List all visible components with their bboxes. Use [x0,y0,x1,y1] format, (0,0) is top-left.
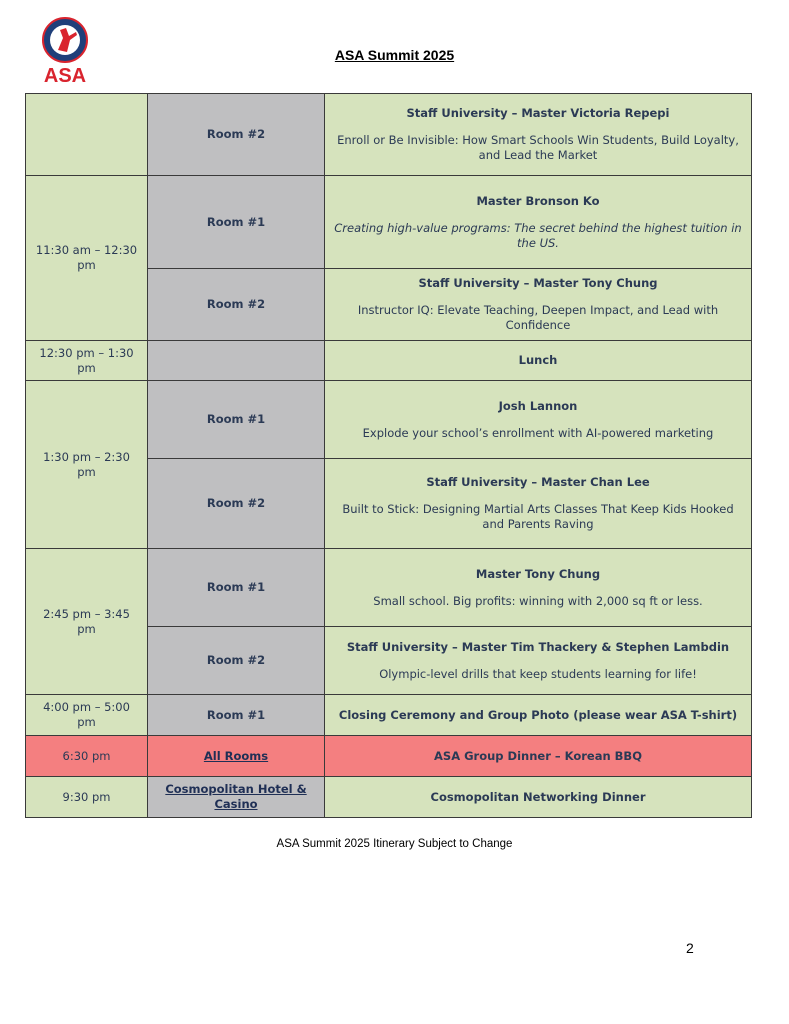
time-cell: 9:30 pm [26,777,148,818]
session-desc: Enroll or Be Invisible: How Smart Schools Win Students, Build Loyalty, and Lead the Market [337,133,739,162]
table-row [26,94,752,176]
session-title: Staff University – Master Chan Lee [426,475,650,489]
session-cell [325,459,752,549]
table-row [26,777,752,818]
time-cell: 2:45 pm – 3:45 pm [26,549,148,695]
session-title: ASA Group Dinner – Korean BBQ [434,748,642,763]
room-cell-empty [148,341,325,381]
session-title: Closing Ceremony and Group Photo (please wear ASA T-shirt) [338,707,738,722]
session-cell [325,94,752,176]
time-cell-empty [26,94,148,176]
table-row [26,381,752,459]
table-row [26,695,752,736]
page-title: ASA Summit 2025 [334,47,455,63]
session-cell [325,381,752,459]
time-cell: 4:00 pm – 5:00 pm [26,695,148,736]
session-cell [325,341,752,381]
venue-link[interactable]: Cosmopolitan Hotel & Casino [165,782,307,811]
room-cell: Room #2 [148,94,325,176]
session-title: Staff University – Master Tim Thackery & Stephen Lambdin [346,639,730,654]
session-cell [325,176,752,269]
session-desc: Built to Stick: Designing Martial Arts Classes That Keep Kids Hooked and Parents Raving [342,502,734,531]
room-cell: Room #2 [148,627,325,695]
table-row [26,549,752,627]
session-title: Staff University – Master Victoria Repepi [406,106,670,120]
session-cell [325,777,752,818]
session-cell [325,549,752,627]
room-cell: Room #1 [148,381,325,459]
logo-text: ASA [43,65,87,84]
time-cell: 6:30 pm [26,736,148,777]
table-row [26,341,752,381]
room-cell: Room #1 [148,549,325,627]
session-desc: Creating high-value programs: The secret behind the highest tuition in the US. [334,220,742,250]
session-cell [325,736,752,777]
session-cell [325,269,752,341]
room-cell: Room #1 [148,695,325,736]
room-cell: Room #1 [148,176,325,269]
all-rooms-link[interactable]: All Rooms [203,748,269,763]
session-title: Master Tony Chung [475,566,601,581]
session-cell [325,627,752,695]
session-title: Lunch [518,353,558,367]
table-row [26,176,752,269]
time-cell: 1:30 pm – 2:30 pm [26,381,148,549]
time-cell: 11:30 am – 12:30 pm [26,176,148,341]
session-desc: Small school. Big profits: winning with 2,000 sq ft or less. [373,593,703,608]
time-cell: 12:30 pm – 1:30 pm [26,341,148,381]
room-cell [148,777,325,818]
session-desc: Olympic-level drills that keep students learning for life! [379,666,697,681]
room-cell [148,736,325,777]
session-title: Staff University – Master Tony Chung [418,276,658,290]
session-title: Josh Lannon [498,398,578,413]
page-number: 2 [686,940,694,956]
schedule-table [25,93,752,818]
session-desc: Explode your school’s enrollment with AI-powered marketing [362,425,714,440]
table-row [26,736,752,777]
session-title: Master Bronson Ko [476,193,600,208]
session-cell [325,695,752,736]
footer-note: ASA Summit 2025 Itinerary Subject to Change [276,838,513,850]
session-title: Cosmopolitan Networking Dinner [430,789,646,804]
room-cell: Room #2 [148,459,325,549]
session-desc: Instructor IQ: Elevate Teaching, Deepen Impact, and Lead with Confidence [357,303,719,332]
room-cell: Room #2 [148,269,325,341]
